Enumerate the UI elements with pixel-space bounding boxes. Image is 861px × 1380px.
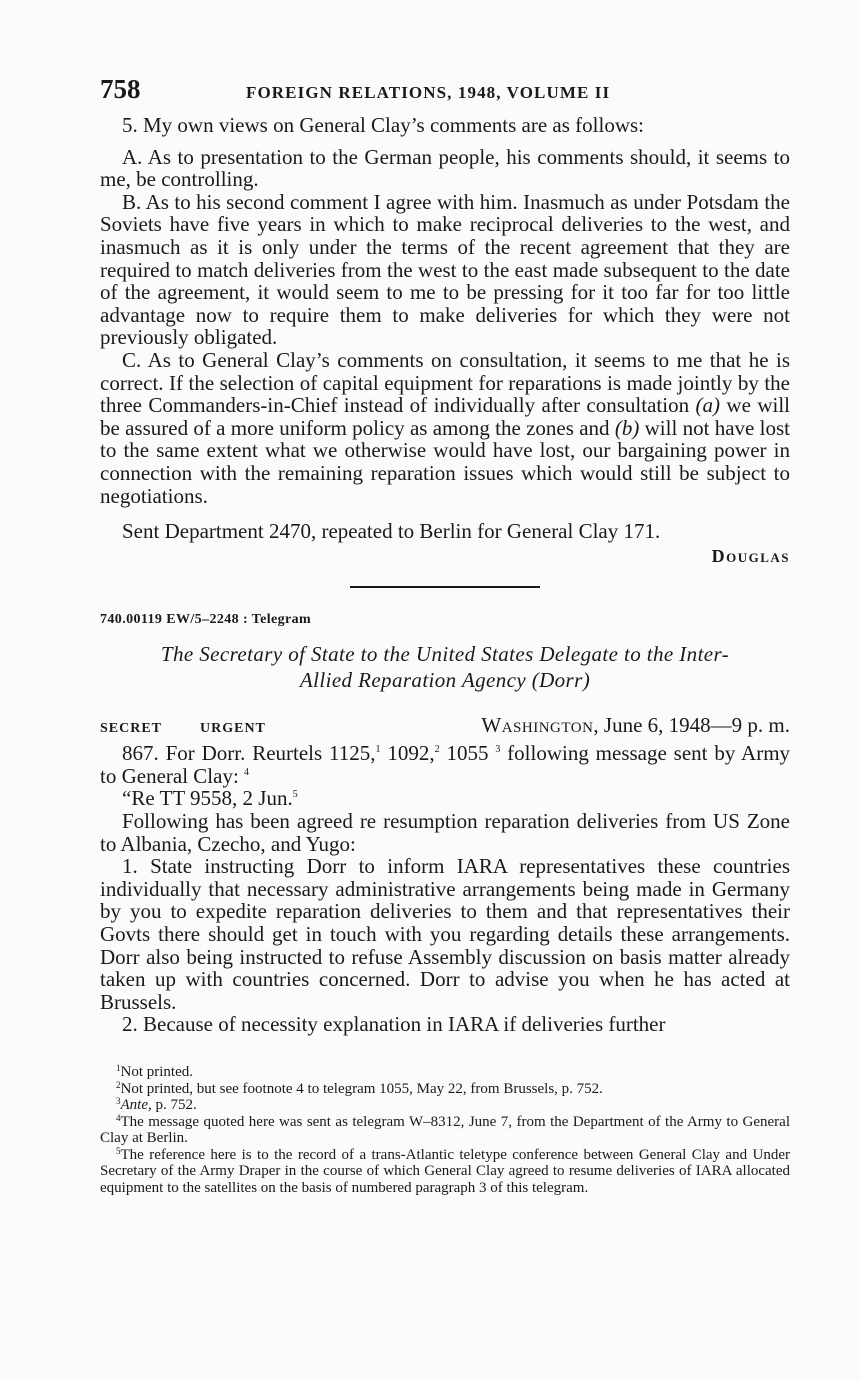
- dateline: Washington, June 6, 1948—9 p. m.: [481, 713, 790, 738]
- page-header: [100, 74, 790, 114]
- priority-urgent: URGENT: [200, 721, 266, 737]
- footnote-5: $^5$The reference here is to the record of a trans-Atlantic teletype conference between General Clay and Under Secretary of the Army Draper in the course of which General Clay agreed to resume deliveries of IARA allocated equipment to the satellites on the basis of numbered paragraph 3 of this telegram.: [100, 1145, 790, 1196]
- paragraph-c: C. As to General Clay’s comments on consultation, it seems to me that he is correct. If the selection of capital equipment for reparations is made jointly by the three Commanders-in-Chief instead of individually after consultation (a) we will be assured of a more uniform policy as among the zones and (b) will not have lost to the same extent what we otherwise would have lost, our bargaining power in connection with the remaining reparation issues which would still be subject to negotiations.: [100, 347, 791, 508]
- paragraph-a: A. As to presentation to the German people, his comments should, it seems to me, be controlling.: [100, 144, 790, 192]
- footnote-2: $^2$Not printed, but see footnote 4 to telegram 1055, May 22, from Brussels, p. 752.: [116, 1079, 603, 1097]
- sent-line: Sent Department 2470, repeated to Berlin for General Clay 171.: [122, 519, 661, 544]
- document-page: [100, 74, 790, 1196]
- classification-secret: SECRET: [100, 721, 163, 737]
- page-number: 758: [100, 74, 141, 104]
- classification-line: [100, 713, 790, 738]
- telegram-douglas-continuation: [100, 114, 790, 567]
- footnotes: [100, 1064, 790, 1196]
- re-line: “Re TT 9558, 2 Jun.$^5$: [122, 786, 298, 811]
- footnote-3: $^3$Ante, p. 752.: [116, 1096, 197, 1113]
- footnote-4: $^4$The message quoted here was sent as telegram W–8312, June 7, from the Department of the Army to General Clay at Berlin.: [100, 1112, 790, 1146]
- running-head: FOREIGN RELATIONS, 1948, VOLUME II: [246, 83, 611, 102]
- telegram-867: [100, 742, 790, 1036]
- paragraph-following: Following has been agreed re resumption reparation deliveries from US Zone to Albania, Czecho, and Yugo:: [100, 809, 790, 856]
- signature: Douglas: [711, 545, 790, 566]
- item-2: 2. Because of necessity explanation in IARA if deliveries further: [122, 1012, 666, 1037]
- file-reference: 740.00119 EW/5–2248 : Telegram: [100, 612, 312, 628]
- item-1: 1. State instructing Dorr to inform IARA representatives these countries individually that necessary administrative arrangements being made in Germany by you to expedite reparation deliveries to them and that representatives their Govts there should get in touch with you regarding details these arrangements. Dorr also being instructed to refuse Assembly discussion on basis matter already taken up with countries concerned. Dorr to advise you when he has acted at Brussels.: [100, 854, 790, 1014]
- section-divider: [350, 586, 540, 588]
- paragraph-b: B. As to his second comment I agree with him. Inasmuch as under Potsdam the Soviets have five years in which to make reciprocal deliveries to the west, and inasmuch as it is only under the terms of the recent agreement that they are required to match deliveries from the west to the east made subsequent to the date of the agreement, it would seem to me to be pressing for it too far for too little advantage now to require them to make deliveries for which they were not previously obligated.: [100, 189, 790, 350]
- paragraph-867: 867. For Dorr. Reurtels 1125,$^1$ 1092,$^2$ 1055 $^3$ following message sent by Army to General Clay: $^4$: [100, 741, 791, 788]
- footnote-1: $^1$Not printed.: [116, 1063, 193, 1080]
- paragraph-5: 5. My own views on General Clay’s comments are as follows:: [122, 113, 644, 137]
- document-title: The Secretary of State to the United States Delegate to the Inter- Allied Reparation Agency (Dorr): [160, 642, 730, 693]
